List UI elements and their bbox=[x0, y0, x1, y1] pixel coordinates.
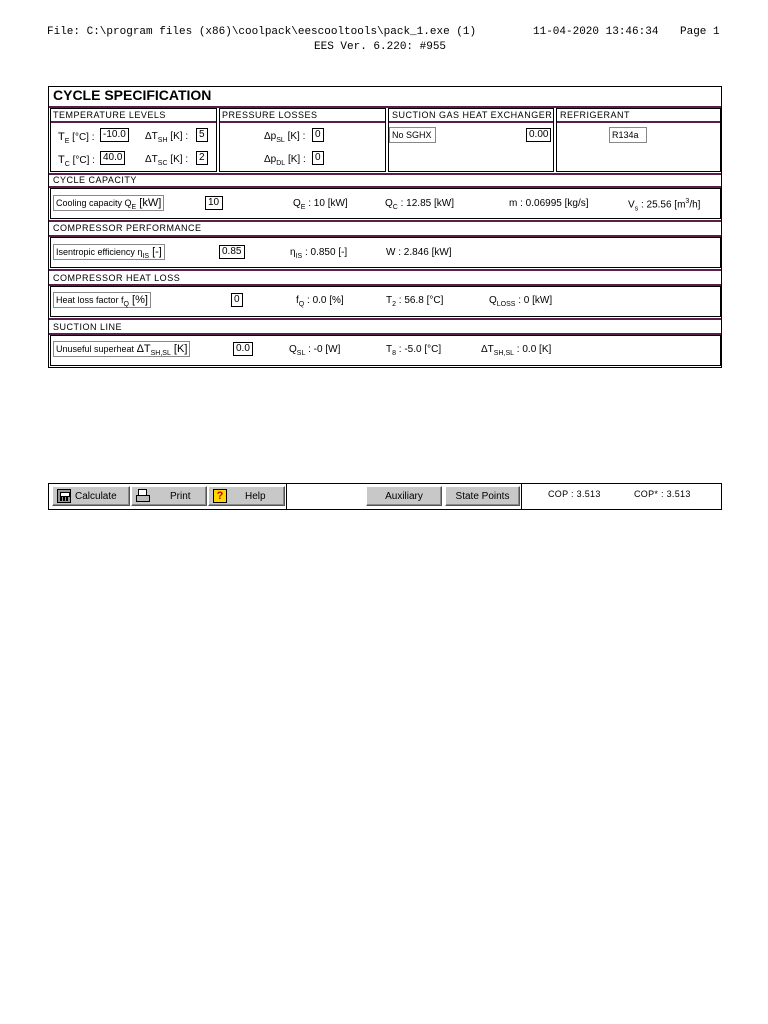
print-label: Print bbox=[170, 490, 191, 502]
cop-star-value: COP* : 3.513 bbox=[634, 489, 691, 499]
psl-label: $\Delta p_{SL}$ [K] : bbox=[264, 131, 306, 144]
mass-flow-result: m : 0.06995 [kg/s] bbox=[509, 198, 589, 209]
cooling-capacity-input[interactable]: 10 bbox=[205, 196, 223, 210]
help-button[interactable] bbox=[208, 486, 285, 506]
dtsh-label: $\Delta T_{SH}$ [K] : bbox=[145, 131, 189, 144]
qsl-result: $Q_{SL}$ : -0 [W] bbox=[289, 344, 341, 357]
psl-input[interactable]: 0 bbox=[312, 128, 324, 142]
calculate-button[interactable] bbox=[52, 486, 130, 506]
panel-title: CYCLE SPECIFICATION bbox=[53, 87, 212, 103]
qloss-result: $Q_{LOSS}$ : 0 [kW] bbox=[489, 295, 553, 308]
heat-loss-factor-label: Heat loss factor $f_Q$ [%] bbox=[53, 292, 151, 308]
eta-is-result: $\eta_{IS}$ : 0.850 [-] bbox=[290, 247, 348, 260]
sghx-title: SUCTION GAS HEAT EXCHANGER bbox=[392, 110, 553, 120]
isentropic-efficiency-input[interactable]: 0.85 bbox=[219, 245, 245, 259]
calculator-icon bbox=[57, 489, 71, 503]
t8-result: $T_8$ : -5.0 [°C] bbox=[386, 344, 442, 357]
row1-divider-c bbox=[389, 121, 553, 123]
row1-divider-d bbox=[557, 121, 720, 123]
heatloss-top-line bbox=[49, 269, 721, 271]
pressure-losses-title: PRESSURE LOSSES bbox=[222, 110, 318, 120]
perf-top-line bbox=[49, 220, 721, 222]
t2-result: $T_2$ : 56.8 [°C] bbox=[386, 295, 444, 308]
sghx-value-input[interactable]: 0.00 bbox=[526, 128, 551, 142]
print-datetime: 11-04-2020 13:46:34 bbox=[533, 26, 659, 38]
row1-divider-b bbox=[220, 121, 385, 123]
printer-icon bbox=[136, 489, 150, 503]
compressor-performance-title: COMPRESSOR PERFORMANCE bbox=[53, 223, 202, 233]
cycle-capacity-title: CYCLE CAPACITY bbox=[53, 175, 137, 185]
refrigerant-select[interactable]: R134a bbox=[609, 127, 647, 143]
dtsh-input[interactable]: 5 bbox=[196, 128, 208, 142]
cop-value: COP : 3.513 bbox=[548, 489, 601, 499]
temperature-levels-title: TEMPERATURE LEVELS bbox=[53, 110, 166, 120]
te-input[interactable]: -10.0 bbox=[100, 128, 129, 142]
dtsc-label: $\Delta T_{SC}$ [K] : bbox=[145, 154, 189, 167]
auxiliary-button[interactable]: Auxiliary bbox=[366, 486, 442, 506]
refrigerant-title: REFRIGERANT bbox=[560, 110, 631, 120]
heat-loss-factor-input[interactable]: 0 bbox=[231, 293, 243, 307]
compressor-heat-loss-title: COMPRESSOR HEAT LOSS bbox=[53, 273, 181, 283]
help-icon: ? bbox=[213, 489, 227, 503]
dtshsl-result: $\Delta T_{SH,SL}$ : 0.0 [K] bbox=[481, 344, 552, 357]
qc-result: $Q_C$ : 12.85 [kW] bbox=[385, 198, 454, 211]
unuseful-superheat-input[interactable]: 0.0 bbox=[233, 342, 253, 356]
cooling-capacity-label: Cooling capacity $Q_E$ [kW] bbox=[53, 195, 164, 211]
toolbar-separator-right bbox=[521, 484, 522, 509]
work-result: W : 2.846 [kW] bbox=[386, 247, 452, 258]
calculate-label: Calculate bbox=[75, 490, 117, 502]
capacity-top-line bbox=[49, 173, 721, 175]
file-path-header: File: C:\program files (x86)\coolpack\eescooltools\pack_1.exe (1) bbox=[47, 26, 477, 38]
te-label: $T_E$ [°C] : bbox=[58, 131, 95, 145]
ees-version: EES Ver. 6.220: #955 bbox=[314, 41, 447, 53]
suction-top-line bbox=[49, 318, 721, 320]
toolbar-separator-left bbox=[286, 484, 287, 509]
page-number: Page 1 bbox=[680, 26, 720, 38]
vs-result: $V_s$ : 25.56 $[m^3/h]$ bbox=[628, 198, 701, 213]
unuseful-superheat-label: Unuseful superheat $\Delta T_{SH,SL}$ [K] bbox=[53, 341, 190, 357]
sghx-select[interactable]: No SGHX bbox=[389, 127, 436, 143]
pdl-label: $\Delta p_{DL}$ [K] : bbox=[264, 154, 306, 167]
dtsc-input[interactable]: 2 bbox=[196, 151, 208, 165]
qe-result: $Q_E$ : 10 [kW] bbox=[293, 198, 348, 211]
tc-label: $T_C$ [°C] : bbox=[58, 154, 95, 168]
state-points-button[interactable]: State Points bbox=[445, 486, 520, 506]
print-button[interactable] bbox=[131, 486, 207, 506]
isentropic-efficiency-label: Isentropic efficiency $\eta_{IS}$ [-] bbox=[53, 244, 165, 260]
tc-input[interactable]: 40.0 bbox=[100, 151, 125, 165]
row1-divider-a bbox=[51, 121, 216, 123]
fq-result: $f_Q$ : 0.0 [%] bbox=[296, 295, 344, 308]
pdl-input[interactable]: 0 bbox=[312, 151, 324, 165]
suction-line-title: SUCTION LINE bbox=[53, 322, 123, 332]
help-label: Help bbox=[245, 490, 266, 502]
